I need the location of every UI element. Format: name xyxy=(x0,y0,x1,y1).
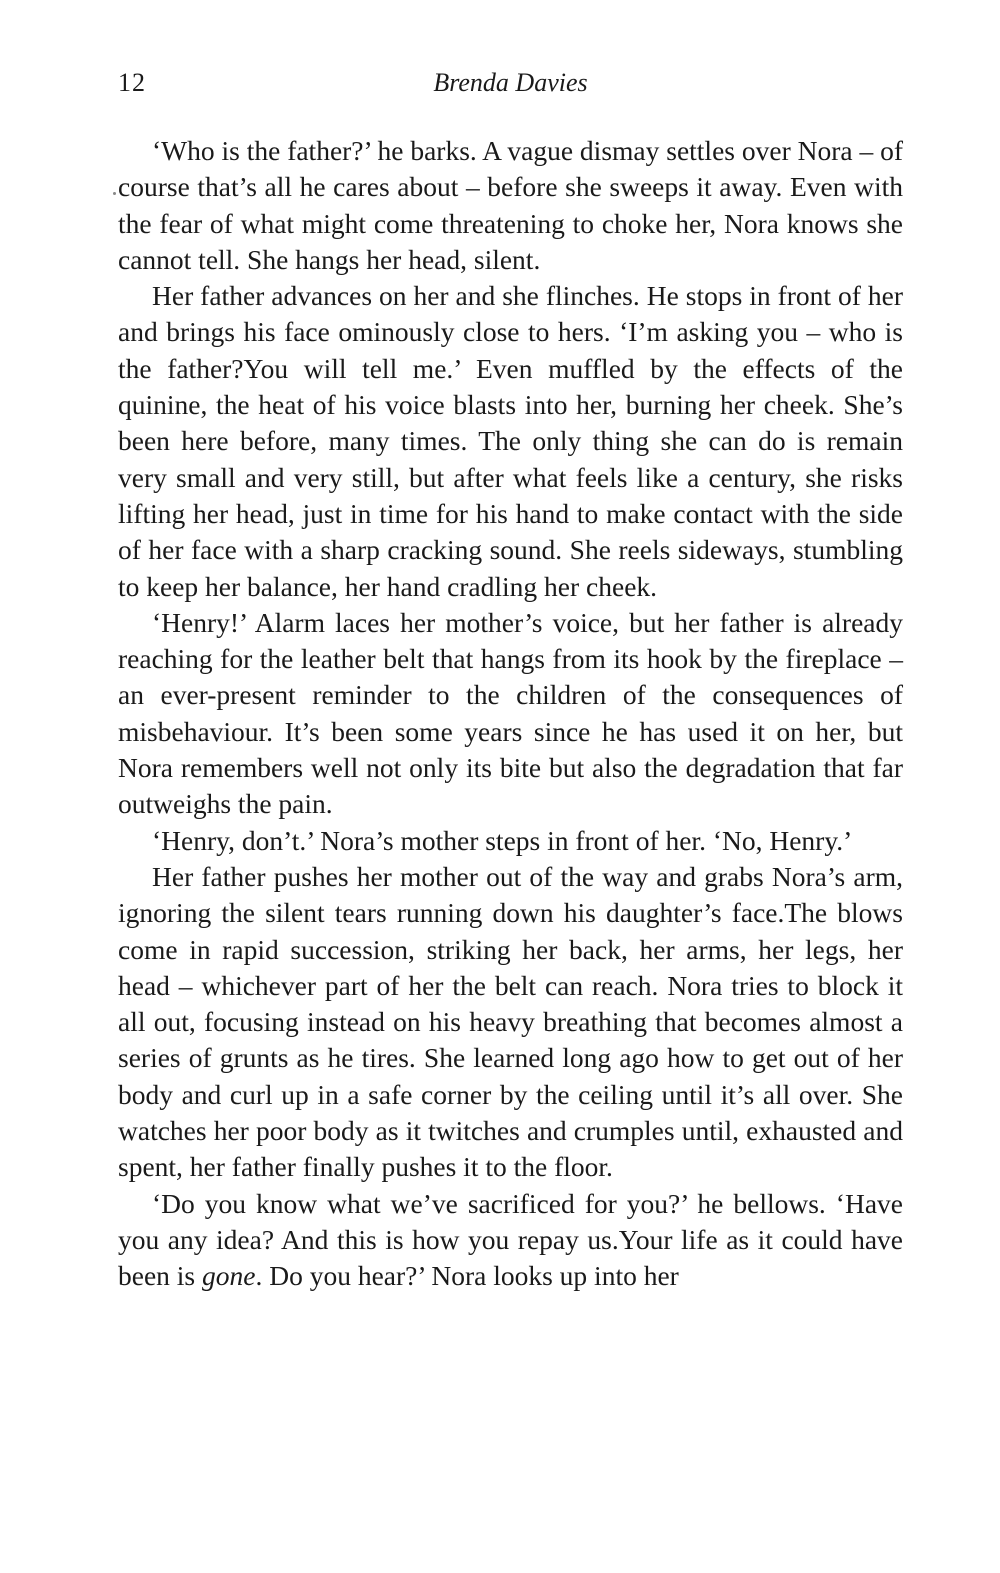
running-title: Brenda Davies xyxy=(433,68,588,97)
scan-speck xyxy=(113,192,116,195)
paragraph-text: ‘Do you know what we’ve sacrificed for you?’ he bellows. ‘Have you any idea? And this is how you repay us.Your life as it could have been is xyxy=(118,1187,903,1292)
paragraph: ‘Who is the father?’ he barks. A vague dismay settles over Nora – of course that’s all he cares about – before she sweeps it away. Even with the fear of what might come threatening to choke her, Nora knows she cannot tell. She hangs her head, silent. xyxy=(118,135,903,275)
running-head xyxy=(118,68,903,108)
paragraph: ‘Henry!’ Alarm laces her mother’s voice, but her father is already reaching for the leather belt that hangs from its hook by the fireplace – an ever-present reminder to the children of the consequences of misbehaviour. It’s been some years since he has used it on her, but Nora remembers well not only its bite but also the degradation that far outweighs the pain. xyxy=(118,606,903,820)
paragraph xyxy=(118,1186,903,1295)
paragraph: Her father pushes her mother out of the way and grabs Nora’s arm, ignoring the silent tears running down his daughter’s face.The blows come in rapid succession, striking her back, her arms, her legs, her head – whichever part of her the belt can reach. Nora tries to block it all out, focusing instead on his heavy breathing that becomes almost a series of grunts as he tires. She learned long ago how to get out of her body and curl up in a safe corner by the ceiling until it’s all over. She watches her poor body as it twitches and crumples until, exhausted and spent, her father finally pushes it to the floor. xyxy=(118,860,903,1183)
paragraph-text: . Do you hear?’ Nora looks up into her xyxy=(255,1260,679,1292)
body-text xyxy=(118,133,903,1295)
paragraph: ‘Henry, don’t.’ Nora’s mother steps in front of her. ‘No, Henry.’ xyxy=(152,824,853,856)
page-number: 12 xyxy=(118,68,146,97)
emphasis-text: gone xyxy=(202,1260,256,1292)
paragraph: Her father advances on her and she flinches. He stops in front of her and brings his face ominously close to hers. ‘I’m asking you – who is the father?You will tell me.’ Even muffled by the effects of the quinine, the heat of his voice blasts into her, burning her cheek. She’s been here before, many times. The only thing she can do is remain very small and very still, but after what feels like a century, she risks lifting her head, just in time for his hand to make contact with the side of her face with a sharp cracking sound. She reels sideways, stumbling to keep her balance, her hand cradling her cheek. xyxy=(118,280,903,602)
